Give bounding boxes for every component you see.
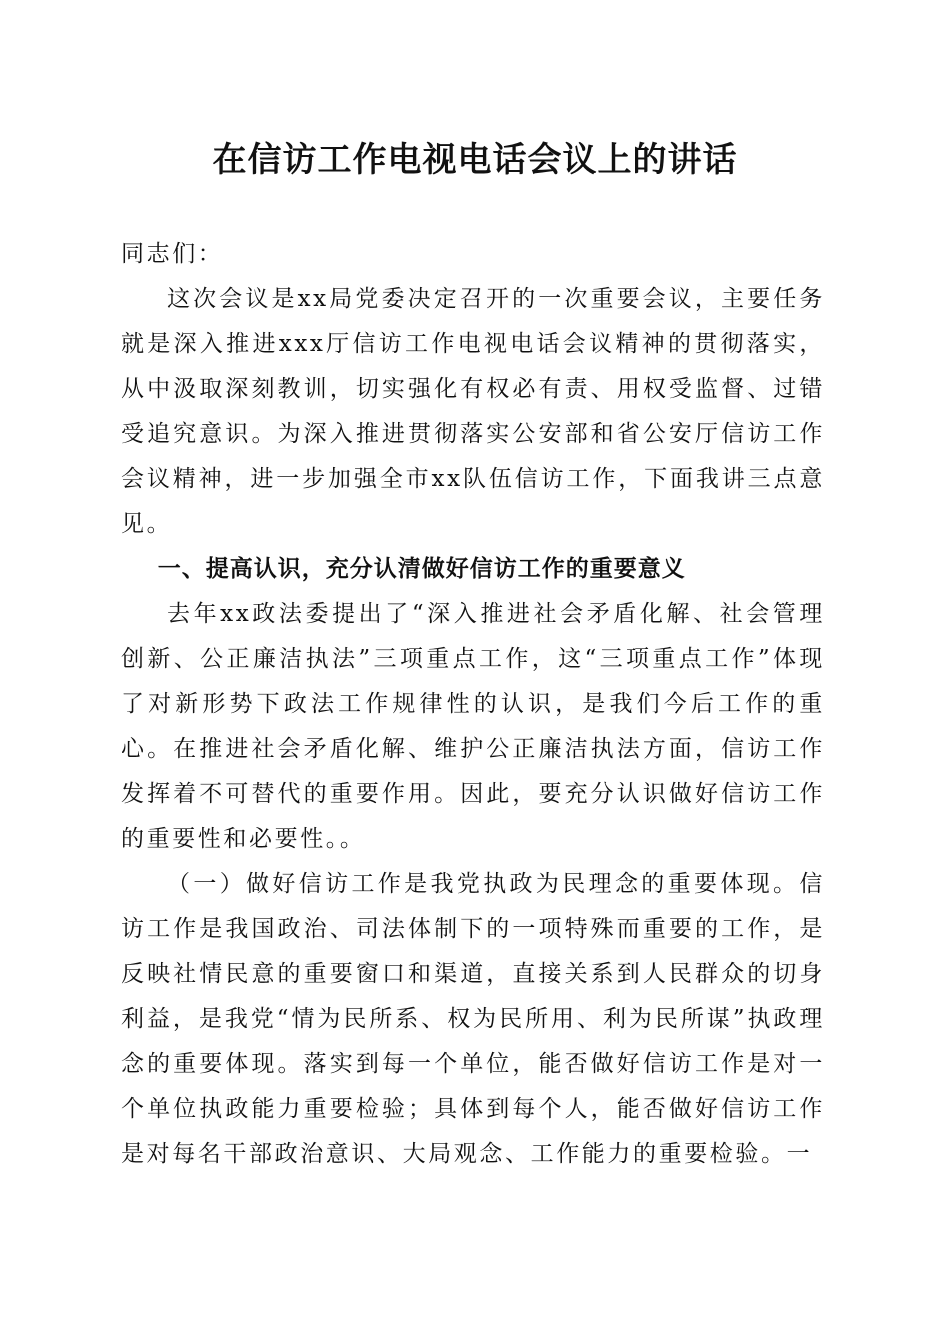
document-title: 在信访工作电视电话会议上的讲话	[212, 140, 738, 180]
intro-paragraph: 这次会议是xx局党委决定召开的一次重要会议，主要任务就是深入推进xxx厅信访工作电视电话会议精神的贯彻落实，从中汲取深刻教训，切实强化有权必有责、用权受监督、过错受追究意识。为深入推进贯彻落实公安部和省公安厅信访工作会议精神，进一步加强全市xx队伍信访工作，下面我讲三点意见。	[121, 286, 825, 537]
document-body	[121, 232, 825, 1177]
section-heading: 一、提高认识，充分认清做好信访工作的重要意义	[157, 556, 686, 582]
subsection-paragraph: （一）做好信访工作是我党执政为民理念的重要体现。信访工作是我国政治、司法体制下的一项特殊而重要的工作，是反映社情民意的重要窗口和渠道，直接关系到人民群众的切身利益，是我党“情为民所系、权为民所用、利为民所谋”执政理念的重要体现。落实到每一个单位，能否做好信访工作是对一个单位执政能力重要检验；具体到每个人，能否做好信访工作是对每名干部政治意识、大局观念、工作能力的重要检验。一	[121, 871, 825, 1167]
section-paragraph: 去年xx政法委提出了“深入推进社会矛盾化解、社会管理创新、公正廉洁执法”三项重点工作，这“三项重点工作”体现了对新形势下政法工作规律性的认识，是我们今后工作的重心。在推进社会矛盾化解、维护公正廉洁执法方面，信访工作发挥着不可替代的重要作用。因此，要充分认识做好信访工作的重要性和必要性。。	[121, 601, 825, 852]
greeting: 同志们：	[121, 241, 224, 267]
